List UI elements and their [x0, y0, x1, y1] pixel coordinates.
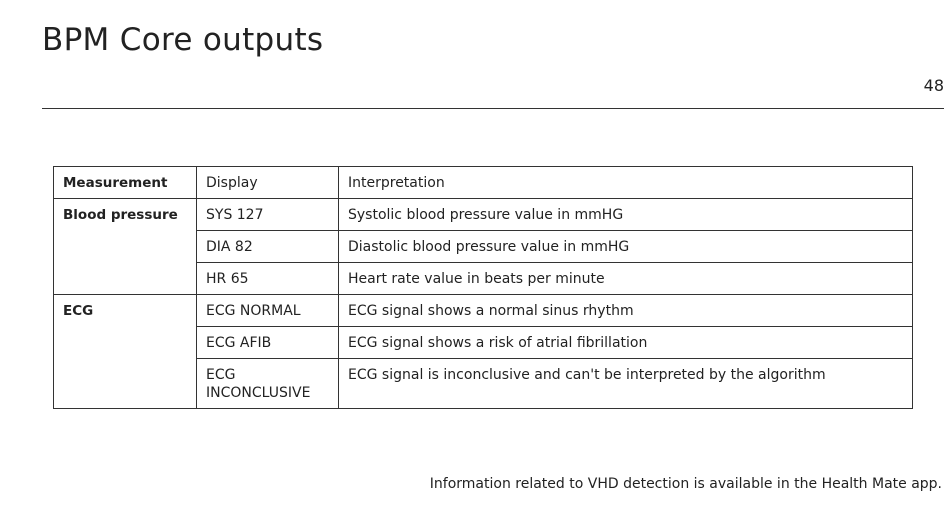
header-display: Display — [197, 167, 339, 199]
table-row — [54, 231, 913, 263]
header-divider — [42, 108, 944, 109]
table-row — [54, 263, 913, 295]
page-title: BPM Core outputs — [42, 22, 324, 58]
interpretation-cell: Systolic blood pressure value in mmHG — [339, 199, 913, 231]
display-line: INCONCLUSIVE — [206, 385, 311, 401]
header-interpretation: Interpretation — [339, 167, 913, 199]
table-row — [54, 295, 913, 327]
display-cell: ECG NORMAL — [197, 295, 339, 327]
category-spacer — [54, 327, 197, 359]
category-spacer — [54, 231, 197, 263]
table-row — [54, 327, 913, 359]
interpretation-cell: ECG signal shows a normal sinus rhythm — [339, 295, 913, 327]
display-cell: HR 65 — [197, 263, 339, 295]
category-spacer — [54, 263, 197, 295]
display-cell: ECG AFIB — [197, 327, 339, 359]
display-cell: DIA 82 — [197, 231, 339, 263]
interpretation-cell: ECG signal shows a risk of atrial fibrillation — [339, 327, 913, 359]
page-number: 48 — [923, 76, 944, 95]
category-ecg: ECG — [54, 295, 197, 327]
footer-note: Information related to VHD detection is available in the Health Mate app. — [429, 476, 942, 492]
table-header-row — [54, 167, 913, 199]
interpretation-cell: ECG signal is inconclusive and can't be interpreted by the algorithm — [339, 359, 913, 409]
interpretation-cell: Heart rate value in beats per minute — [339, 263, 913, 295]
display-cell: SYS 127 — [197, 199, 339, 231]
header-measurement: Measurement — [54, 167, 197, 199]
interpretation-cell: Diastolic blood pressure value in mmHG — [339, 231, 913, 263]
table-row — [54, 359, 913, 409]
display-cell — [197, 359, 339, 409]
display-line: ECG — [206, 367, 236, 383]
outputs-table — [53, 166, 913, 409]
category-blood-pressure: Blood pressure — [54, 199, 197, 231]
table-row — [54, 199, 913, 231]
category-spacer — [54, 359, 197, 409]
